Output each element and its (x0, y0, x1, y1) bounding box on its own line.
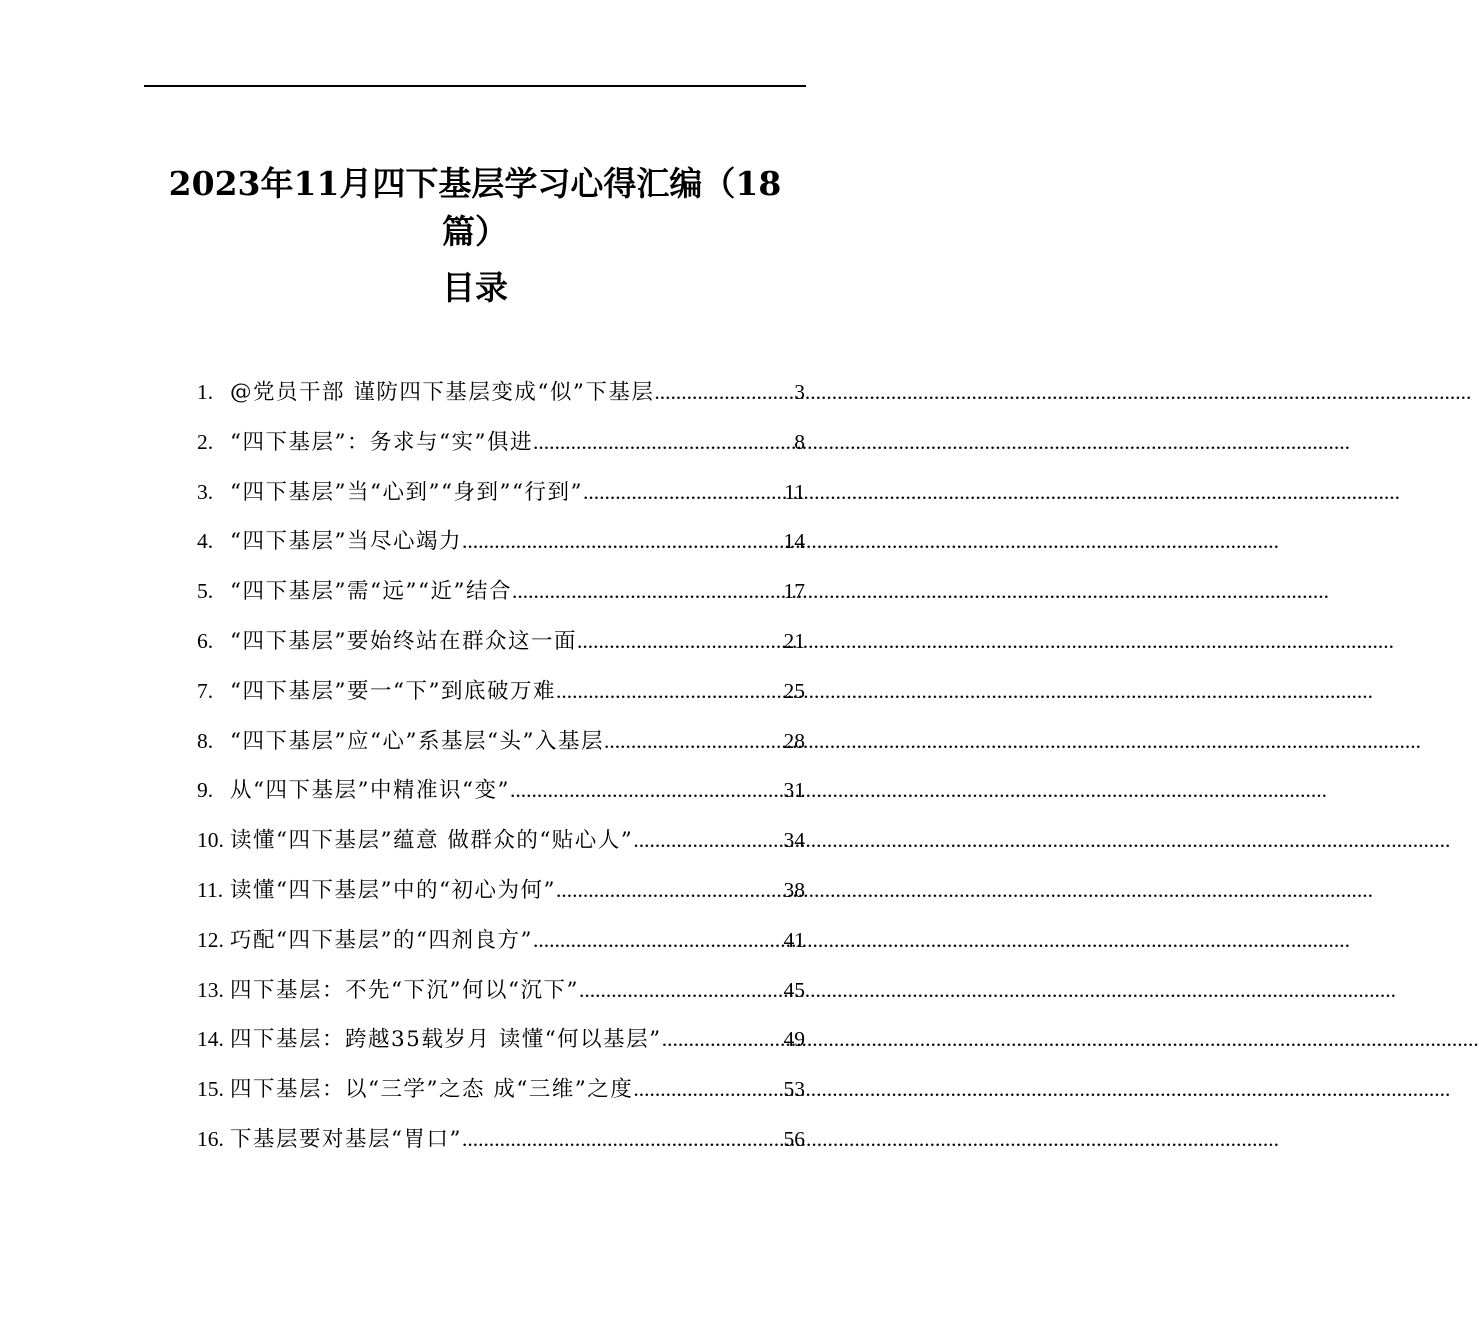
toc-entry[interactable] (197, 667, 805, 717)
toc-entry[interactable] (197, 418, 805, 468)
toc-entry-title: “四下基层”当尽心竭力 (230, 529, 462, 555)
toc-entry[interactable] (197, 717, 805, 767)
toc-entry-number: 15. (197, 1077, 224, 1102)
toc-leader-dots (512, 567, 784, 617)
toc-entry-page: 49 (783, 1027, 805, 1052)
toc-heading: 目录 (442, 268, 508, 307)
toc-entry-number: 16. (197, 1126, 224, 1151)
toc-entry[interactable] (197, 916, 805, 966)
toc-entry-title: “四下基层”要始终站在群众这一面 (230, 628, 577, 654)
toc-entry[interactable] (197, 1015, 805, 1065)
toc-entry-page: 31 (783, 778, 805, 803)
toc-entry-title: 巧配“四下基层”的“四剂良方” (230, 927, 533, 953)
toc-entry-title: 四下基层：跨越35载岁月 读懂“何以基层” (230, 1027, 662, 1053)
toc-entry-title: 读懂“四下基层”中的“初心为何” (230, 877, 556, 903)
toc-entry-number: 14. (197, 1027, 224, 1052)
toc-entry-number: 1. (197, 380, 214, 404)
header-rule (144, 85, 806, 87)
toc-entry[interactable] (197, 567, 805, 617)
toc-entry-page: 34 (783, 828, 805, 853)
toc-entry[interactable] (197, 816, 805, 866)
toc-entry-number: 10. (197, 828, 224, 853)
toc-leader-dots (462, 1115, 784, 1165)
toc-entry[interactable] (197, 517, 805, 567)
toc-entry-number: 5. (197, 579, 214, 604)
toc-entry-number: 3. (197, 479, 214, 504)
toc-entry[interactable] (197, 1065, 805, 1115)
toc-entry-number: 2. (197, 429, 214, 454)
toc-entry-page: 25 (783, 678, 805, 703)
table-of-contents (197, 368, 805, 1165)
toc-entry-page: 3 (794, 380, 805, 404)
toc-entry-title: “四下基层”需“远”“近”结合 (230, 579, 512, 605)
toc-entry-number: 9. (197, 778, 214, 803)
toc-leader-dots (510, 766, 784, 816)
toc-entry-title: 下基层要对基层“胃口” (230, 1126, 462, 1152)
toc-leader-dots (662, 1015, 784, 1065)
toc-entry-title: “四下基层”要一“下”到底破万难 (230, 678, 556, 704)
toc-entry-number: 8. (197, 728, 214, 753)
toc-entry-page: 38 (783, 877, 805, 902)
document-title-line1: 2023年11月四下基层学习心得汇编（18 (168, 164, 782, 203)
toc-entry-title: “四下基层”当“心到”“身到”“行到” (230, 479, 583, 505)
toc-entry-title: “四下基层”应“心”系基层“头”入基层 (230, 728, 604, 754)
toc-entry-title: 读懂“四下基层”蕴意 做群众的“贴心人” (230, 828, 634, 854)
toc-entry-number: 11. (197, 877, 224, 902)
toc-entry-number: 6. (197, 628, 214, 653)
toc-leader-dots (583, 468, 784, 518)
toc-entry-title: @党员干部 谨防四下基层变成“似”下基层 (230, 380, 655, 405)
toc-leader-dots (533, 916, 784, 966)
toc-entry-page: 41 (783, 927, 805, 952)
toc-leader-dots (462, 517, 784, 567)
toc-leader-dots (577, 617, 784, 667)
toc-entry-page: 53 (783, 1077, 805, 1102)
toc-entry[interactable] (197, 766, 805, 816)
toc-entry-number: 4. (197, 529, 214, 554)
toc-entry[interactable] (197, 368, 805, 418)
toc-leader-dots (556, 866, 784, 916)
toc-entry-page: 21 (783, 628, 805, 653)
toc-entry-title: “四下基层”：务求与“实”俱进 (230, 429, 533, 455)
toc-leader-dots (533, 418, 794, 468)
toc-entry-page: 56 (783, 1126, 805, 1151)
toc-entry-title: 四下基层：不先“下沉”何以“沉下” (230, 977, 579, 1003)
document-title (140, 160, 810, 256)
toc-entry-page: 8 (794, 429, 805, 454)
toc-leader-dots (579, 966, 784, 1016)
toc-leader-dots (604, 717, 784, 767)
toc-entry[interactable] (197, 866, 805, 916)
toc-entry[interactable] (197, 966, 805, 1016)
toc-leader-dots (633, 1065, 783, 1115)
toc-entry-number: 13. (197, 977, 224, 1002)
toc-entry-number: 12. (197, 927, 224, 952)
toc-entry-title: 四下基层：以“三学”之态 成“三维”之度 (230, 1077, 634, 1103)
toc-entry-page: 17 (783, 579, 805, 604)
toc-entry[interactable] (197, 468, 805, 518)
document-title-line2: 篇） (442, 212, 508, 251)
toc-entry-page: 14 (783, 529, 805, 554)
toc-entry[interactable] (197, 1115, 805, 1165)
toc-entry-page: 28 (783, 728, 805, 753)
toc-leader-dots (654, 368, 794, 418)
toc-leader-dots (633, 816, 783, 866)
toc-entry-title: 从“四下基层”中精准识“变” (230, 778, 510, 804)
toc-leader-dots (556, 667, 784, 717)
toc-entry-page: 11 (784, 479, 805, 504)
toc-entry[interactable] (197, 617, 805, 667)
toc-entry-number: 7. (197, 678, 214, 703)
toc-entry-page: 45 (783, 977, 805, 1002)
